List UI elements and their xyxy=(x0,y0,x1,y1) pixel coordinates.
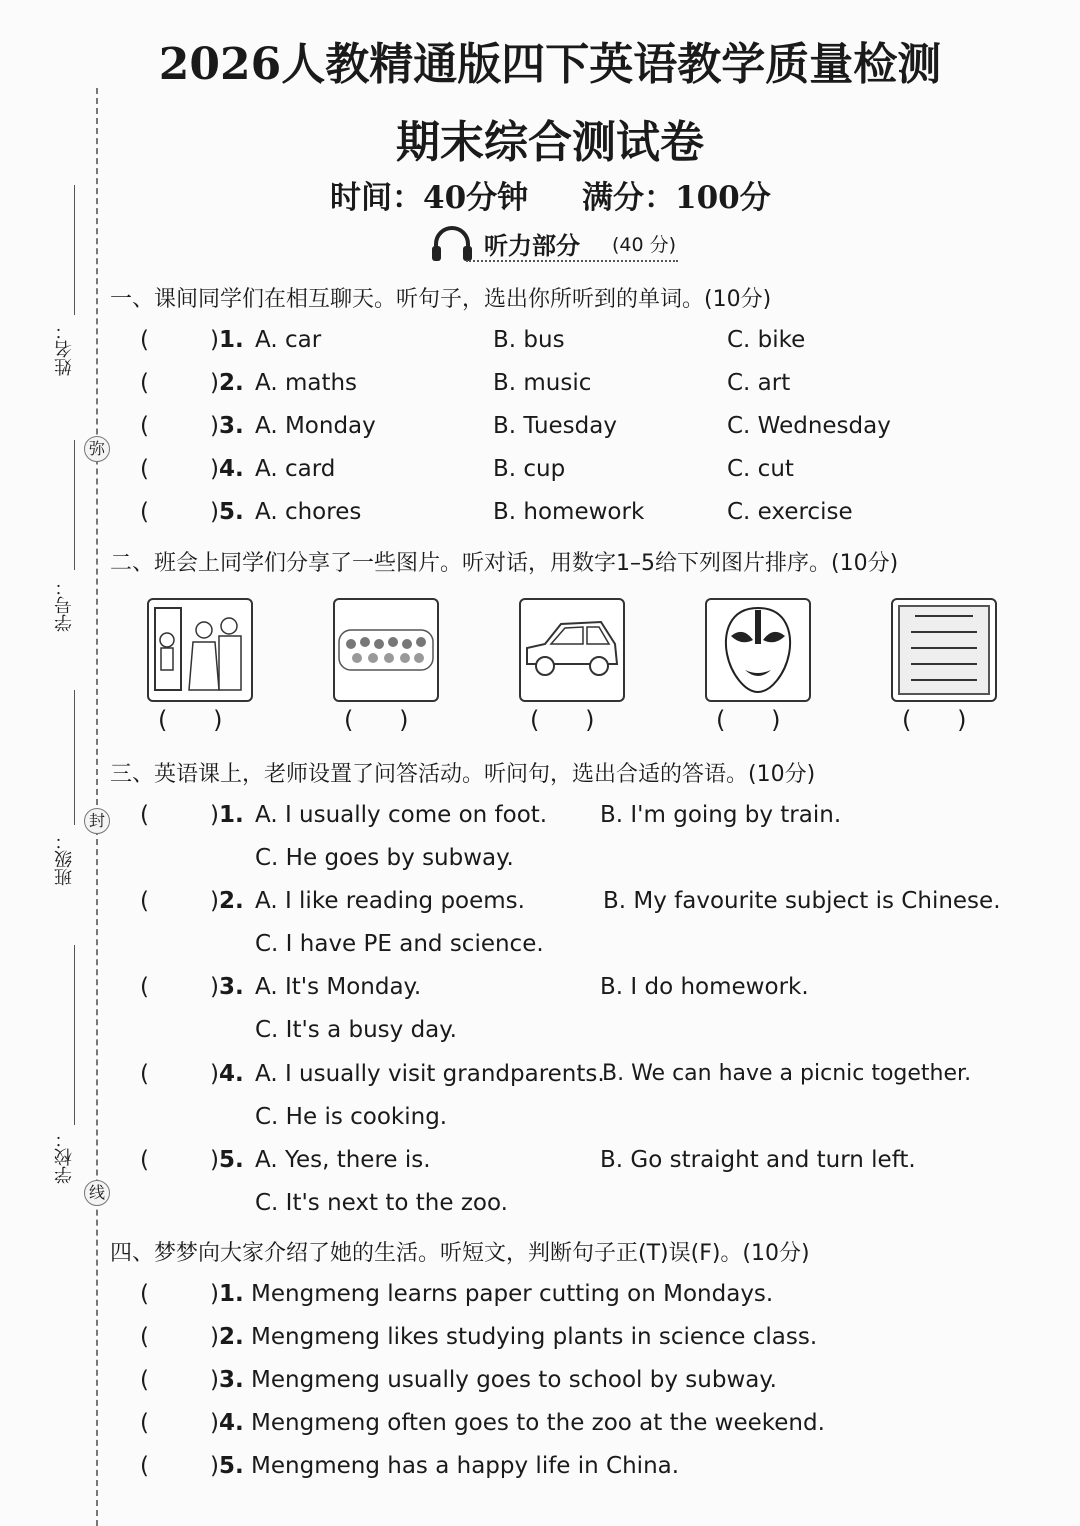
picture-order-blank[interactable]: ( ) xyxy=(902,706,967,734)
class-blank-line xyxy=(74,690,75,825)
part4-heading: 四、梦梦向大家介绍了她的生活。听短文，判断句子正(T)误(F)。(10分) xyxy=(110,1241,810,1266)
answer-blank[interactable]: ( xyxy=(140,456,149,482)
question-number: )1. xyxy=(210,327,244,353)
answer-blank[interactable]: ( xyxy=(140,802,149,828)
answer-blank[interactable]: ( xyxy=(140,1324,149,1350)
option-c: C. cut xyxy=(727,456,794,482)
option-c: C. art xyxy=(727,370,791,396)
option-b: B. I do homework. xyxy=(600,974,809,1000)
answer-blank[interactable]: ( xyxy=(140,1367,149,1393)
statement: )1. Mengmeng learns paper cutting on Mondays. xyxy=(210,1281,774,1307)
part2-heading: 二、班会上同学们分享了一些图片。听对话，用数字1–5给下列图片排序。(10分) xyxy=(110,551,899,576)
option-b: B. I'm going by train. xyxy=(600,802,842,828)
picture-order-blank[interactable]: ( ) xyxy=(344,706,409,734)
question-number: )3. xyxy=(210,974,244,1000)
statement: )3. Mengmeng usually goes to school by subway. xyxy=(210,1367,777,1393)
opera-mask-picture xyxy=(705,598,811,702)
question-number: )5. xyxy=(210,1147,244,1173)
listening-label: 听力部分 xyxy=(484,232,580,260)
option-c: C. It's a busy day. xyxy=(255,1017,457,1043)
seal-feng: 封 xyxy=(84,808,110,834)
listening-points: (40 分) xyxy=(612,234,677,256)
id-label: 学号： xyxy=(54,578,75,632)
part1-heading: 一、课间同学们在相互聊天。听句子，选出你所听到的单词。(10分) xyxy=(110,287,772,312)
option-a: A. It's Monday. xyxy=(255,974,422,1000)
option-c: C. Wednesday xyxy=(727,413,891,439)
headphones-icon xyxy=(430,224,474,264)
answer-blank[interactable]: ( xyxy=(140,1410,149,1436)
answer-blank[interactable]: ( xyxy=(140,1061,149,1087)
option-a: A. chores xyxy=(255,499,362,525)
answer-blank[interactable]: ( xyxy=(140,888,149,914)
answer-blank[interactable]: ( xyxy=(140,1147,149,1173)
question-number: )4. xyxy=(210,1061,244,1087)
answer-blank[interactable]: ( xyxy=(140,499,149,525)
option-a: A. maths xyxy=(255,370,358,396)
exam-title-line2: 期末综合测试卷 xyxy=(396,117,704,168)
question-number: )5. xyxy=(210,499,244,525)
option-b: B. bus xyxy=(493,327,565,353)
option-a: A. Monday xyxy=(255,413,376,439)
option-b: B. cup xyxy=(493,456,566,482)
answer-blank[interactable]: ( xyxy=(140,1453,149,1479)
listening-underline xyxy=(466,260,678,262)
exam-title-line1: 2026人教精通版四下英语教学质量检测 xyxy=(158,39,942,90)
option-b: B. My favourite subject is Chinese. xyxy=(603,888,1001,914)
class-label: 班级： xyxy=(54,832,75,886)
statement: )5. Mengmeng has a happy life in China. xyxy=(210,1453,680,1479)
name-blank-line xyxy=(74,185,75,315)
question-number: )1. xyxy=(210,802,244,828)
picture-order-blank[interactable]: ( ) xyxy=(158,706,223,734)
poem-picture xyxy=(891,598,997,702)
car-picture xyxy=(519,598,625,702)
option-c: C. exercise xyxy=(727,499,853,525)
seal-mi: 弥 xyxy=(84,436,110,462)
classmates-picture xyxy=(333,598,439,702)
option-a: A. I like reading poems. xyxy=(255,888,525,914)
statement: )4. Mengmeng often goes to the zoo at the weekend. xyxy=(210,1410,825,1436)
option-a: A. I usually come on foot. xyxy=(255,802,548,828)
option-c: C. I have PE and science. xyxy=(255,931,544,957)
picture-order-blank[interactable]: ( ) xyxy=(530,706,595,734)
option-c: C. He goes by subway. xyxy=(255,845,514,871)
option-b: B. homework xyxy=(493,499,645,525)
school-label: 学校： xyxy=(54,1130,75,1184)
option-b: B. Tuesday xyxy=(493,413,617,439)
answer-blank[interactable]: ( xyxy=(140,413,149,439)
part3-heading: 三、英语课上，老师设置了问答活动。听问句，选出合适的答语。(10分) xyxy=(110,762,816,787)
school-blank-line xyxy=(74,945,75,1125)
statement: )2. Mengmeng likes studying plants in science class. xyxy=(210,1324,818,1350)
answer-blank[interactable]: ( xyxy=(140,370,149,396)
option-c: C. It's next to the zoo. xyxy=(255,1190,508,1216)
score-label: 满分：100分 xyxy=(582,180,771,216)
question-number: )4. xyxy=(210,456,244,482)
option-a: A. card xyxy=(255,456,336,482)
answer-blank[interactable]: ( xyxy=(140,974,149,1000)
option-a: A. I usually visit grandparents. xyxy=(255,1061,605,1087)
option-c: C. bike xyxy=(727,327,806,353)
answer-blank[interactable]: ( xyxy=(140,1281,149,1307)
question-number: )3. xyxy=(210,413,244,439)
option-c: C. He is cooking. xyxy=(255,1104,448,1130)
time-label: 时间：40分钟 xyxy=(330,180,529,216)
option-b: B. Go straight and turn left. xyxy=(600,1147,916,1173)
question-number: )2. xyxy=(210,888,244,914)
option-b: B. music xyxy=(493,370,592,396)
seal-xian: 线 xyxy=(84,1180,110,1206)
option-a: A. car xyxy=(255,327,322,353)
option-b: B. We can have a picnic together. xyxy=(602,1061,972,1086)
family-picture xyxy=(147,598,253,702)
id-blank-line xyxy=(74,440,75,570)
binding-dashed-line xyxy=(96,88,98,1526)
answer-blank[interactable]: ( xyxy=(140,327,149,353)
option-a: A. Yes, there is. xyxy=(255,1147,431,1173)
name-label: 姓名： xyxy=(54,322,75,376)
question-number: )2. xyxy=(210,370,244,396)
picture-order-blank[interactable]: ( ) xyxy=(716,706,781,734)
